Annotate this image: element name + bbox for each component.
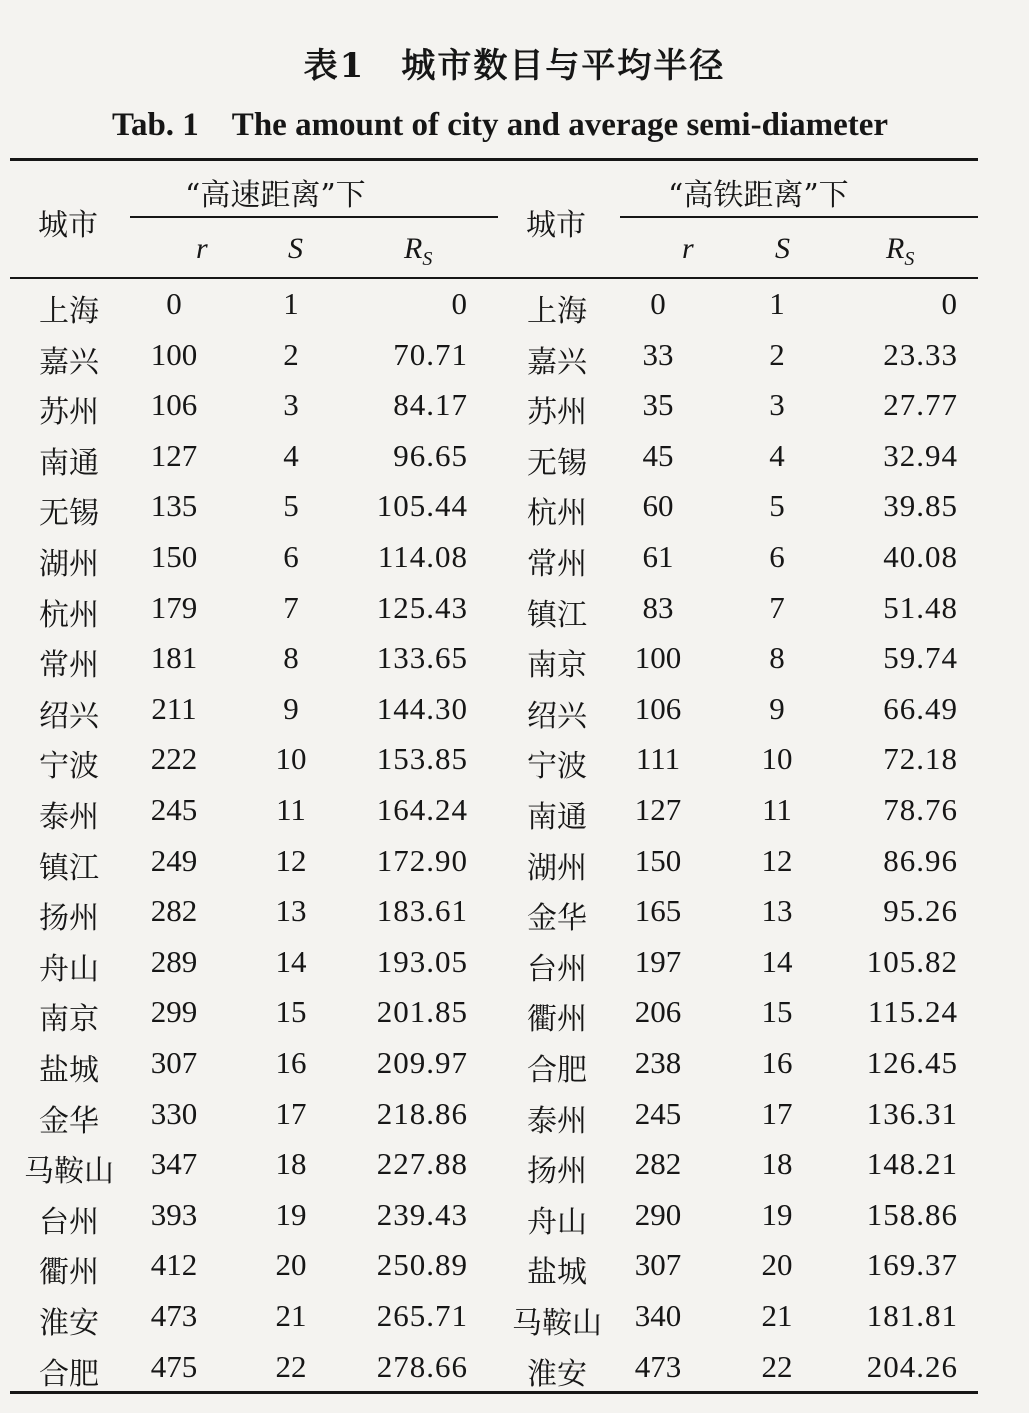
table-row: [0, 337, 1029, 387]
highway-city-cell: 扬州: [39, 901, 99, 937]
rail-rs-cell: 27.77: [883, 387, 958, 423]
rail-rs-cell: 126.45: [866, 1045, 958, 1080]
highway-r-cell: 100: [150, 336, 198, 372]
highway-rs-cell: 114.08: [377, 539, 468, 574]
table-row: [0, 590, 1029, 640]
rail-rs-cell: 158.86: [866, 1196, 958, 1232]
rail-city-cell: 苏州: [527, 395, 587, 431]
table-row: [0, 893, 1029, 943]
header-r-right: r: [682, 232, 694, 265]
table-row: [0, 1197, 1029, 1247]
rail-s-cell: 18: [761, 1146, 793, 1182]
header-city-right: 城市: [526, 208, 586, 243]
rail-city-cell: 绍兴: [527, 698, 587, 734]
highway-r-cell: 307: [150, 1045, 198, 1080]
header-group-highway: “高速距离”下: [185, 178, 366, 213]
highway-r-cell: 179: [150, 589, 198, 625]
highway-r-cell: 150: [150, 539, 198, 574]
rail-rs-cell: 78.76: [883, 792, 958, 827]
highway-rs-cell: 209.97: [376, 1045, 468, 1080]
highway-city-cell: 绍兴: [39, 698, 99, 734]
rail-rs-cell: 39.85: [883, 488, 958, 524]
highway-city-cell: 南京: [39, 1002, 99, 1038]
highway-rs-cell: 144.30: [376, 690, 468, 726]
highway-r-cell: 299: [150, 994, 198, 1030]
highway-rs-cell: 133.65: [376, 640, 468, 676]
highway-s-cell: 20: [275, 1247, 307, 1283]
highway-s-cell: 3: [283, 387, 299, 423]
table-row: [0, 1349, 1029, 1399]
highway-s-cell: 16: [275, 1045, 307, 1080]
rail-r-cell: 61: [642, 539, 674, 574]
rail-city-cell: 南京: [527, 648, 587, 684]
rail-r-cell: 33: [642, 336, 674, 372]
rail-rs-cell: 204.26: [866, 1348, 958, 1384]
table-row: [0, 640, 1029, 690]
rail-rs-cell: 59.74: [883, 640, 958, 676]
table-row: [0, 1298, 1029, 1348]
highway-rs-cell: 218.86: [376, 1095, 468, 1131]
highway-s-cell: 2: [283, 336, 299, 372]
highway-s-cell: 15: [275, 994, 307, 1030]
highway-rs-cell: 96.65: [393, 437, 468, 473]
table-title-chinese: 表1 城市数目与平均半径: [303, 46, 726, 86]
rail-city-cell: 常州: [527, 547, 587, 582]
highway-s-cell: 19: [275, 1196, 307, 1232]
rail-city-cell: 扬州: [527, 1154, 587, 1190]
highway-city-cell: 衢州: [39, 1255, 99, 1291]
highway-city-cell: 嘉兴: [39, 344, 99, 380]
highway-city-cell: 无锡: [39, 496, 99, 532]
table-row: [0, 843, 1029, 893]
rail-city-cell: 台州: [527, 951, 587, 987]
highway-r-cell: 245: [150, 792, 198, 827]
table-row: [0, 1045, 1029, 1095]
rail-r-cell: 340: [634, 1298, 682, 1333]
group-rule-left: [130, 216, 498, 218]
table-row: [0, 944, 1029, 994]
rail-city-cell: 嘉兴: [527, 344, 587, 380]
rail-r-cell: 45: [642, 437, 674, 473]
header-s-left: S: [288, 232, 303, 265]
rail-rs-cell: 66.49: [883, 690, 958, 726]
rail-r-cell: 165: [634, 893, 682, 929]
rail-city-cell: 盐城: [527, 1255, 587, 1291]
rail-r-cell: 197: [634, 943, 682, 979]
top-rule: [10, 158, 978, 161]
rail-city-cell: 杭州: [527, 496, 587, 532]
header-group-highspeed-rail: “高铁距离”下: [668, 178, 849, 213]
highway-city-cell: 镇江: [39, 850, 99, 886]
highway-s-cell: 21: [275, 1298, 307, 1333]
rail-s-cell: 16: [761, 1045, 793, 1080]
highway-r-cell: 282: [150, 893, 198, 929]
rail-r-cell: 0: [650, 286, 666, 321]
rail-rs-cell: 86.96: [883, 842, 958, 878]
highway-city-cell: 宁波: [39, 749, 99, 785]
highway-r-cell: 135: [150, 488, 198, 524]
group-rule-right: [620, 216, 978, 218]
table-row: [0, 1146, 1029, 1196]
highway-rs-cell: 84.17: [393, 387, 468, 423]
highway-rs-cell: 227.88: [376, 1146, 468, 1182]
highway-rs-cell: 239.43: [376, 1196, 468, 1232]
rail-city-cell: 湖州: [527, 850, 587, 886]
highway-city-cell: 马鞍山: [24, 1154, 114, 1190]
highway-r-cell: 289: [150, 943, 198, 979]
table-row: [0, 387, 1029, 437]
highway-city-cell: 台州: [39, 1204, 99, 1240]
rail-rs-cell: 72.18: [883, 741, 958, 777]
highway-s-cell: 13: [275, 893, 307, 929]
rail-city-cell: 南通: [527, 800, 587, 835]
rail-city-cell: 衢州: [527, 1002, 587, 1038]
rail-r-cell: 111: [635, 741, 681, 777]
rail-city-cell: 金华: [527, 901, 587, 937]
rail-s-cell: 7: [769, 589, 785, 625]
highway-city-cell: 舟山: [39, 951, 99, 987]
rail-r-cell: 206: [634, 994, 682, 1030]
highway-s-cell: 12: [275, 842, 307, 878]
rail-rs-cell: 23.33: [883, 336, 958, 372]
rail-rs-cell: 40.08: [883, 539, 958, 574]
highway-r-cell: 475: [150, 1348, 198, 1384]
highway-s-cell: 1: [283, 286, 299, 321]
header-rule: [10, 277, 978, 279]
rail-city-cell: 泰州: [527, 1103, 587, 1139]
highway-city-cell: 常州: [39, 648, 99, 684]
rail-rs-cell: 105.82: [866, 943, 958, 979]
highway-s-cell: 5: [283, 488, 299, 524]
rail-rs-cell: 0: [941, 286, 958, 321]
highway-rs-cell: 172.90: [376, 842, 468, 878]
highway-rs-cell: 250.89: [376, 1247, 468, 1283]
table-row: [0, 539, 1029, 589]
highway-r-cell: 222: [150, 741, 198, 777]
table-row: [0, 1096, 1029, 1146]
highway-r-cell: 211: [151, 690, 197, 726]
highway-r-cell: 473: [150, 1298, 198, 1333]
rail-r-cell: 150: [634, 842, 682, 878]
rail-s-cell: 14: [761, 943, 793, 979]
rail-r-cell: 238: [634, 1045, 682, 1080]
header-s-right: S: [775, 232, 790, 265]
rail-s-cell: 13: [761, 893, 793, 929]
highway-rs-cell: 164.24: [376, 792, 468, 827]
highway-s-cell: 11: [276, 792, 306, 827]
rail-r-cell: 307: [634, 1247, 682, 1283]
highway-r-cell: 106: [150, 387, 198, 423]
rail-s-cell: 20: [761, 1247, 793, 1283]
rail-r-cell: 245: [634, 1095, 682, 1131]
header-r-left: r: [196, 232, 208, 265]
rail-rs-cell: 169.37: [866, 1247, 958, 1283]
highway-rs-cell: 193.05: [376, 943, 468, 979]
rail-s-cell: 12: [761, 842, 793, 878]
highway-rs-cell: 201.85: [376, 994, 468, 1030]
rail-r-cell: 282: [634, 1146, 682, 1182]
highway-r-cell: 127: [150, 437, 198, 473]
highway-s-cell: 18: [275, 1146, 307, 1182]
rail-s-cell: 1: [769, 286, 785, 321]
table-row: [0, 286, 1029, 336]
rail-city-cell: 淮安: [527, 1356, 587, 1392]
rail-s-cell: 17: [761, 1095, 793, 1131]
rail-r-cell: 100: [634, 640, 682, 676]
rail-s-cell: 11: [762, 792, 792, 827]
highway-city-cell: 苏州: [39, 395, 99, 431]
rail-r-cell: 473: [634, 1348, 682, 1384]
highway-s-cell: 10: [275, 741, 307, 777]
rail-rs-cell: 95.26: [883, 893, 958, 929]
highway-s-cell: 17: [275, 1095, 307, 1131]
highway-city-cell: 上海: [39, 294, 99, 329]
highway-s-cell: 14: [275, 943, 307, 979]
highway-city-cell: 杭州: [39, 597, 99, 633]
rail-city-cell: 无锡: [527, 445, 587, 481]
highway-city-cell: 金华: [39, 1103, 99, 1139]
table-row: [0, 438, 1029, 488]
highway-city-cell: 湖州: [39, 547, 99, 582]
rail-r-cell: 127: [634, 792, 682, 827]
header-rs-right: $R_S$: [886, 232, 915, 270]
rail-city-cell: 舟山: [527, 1204, 587, 1240]
table-row: [0, 488, 1029, 538]
rail-s-cell: 19: [761, 1196, 793, 1232]
highway-city-cell: 淮安: [39, 1306, 99, 1341]
rail-s-cell: 21: [761, 1298, 793, 1333]
rail-rs-cell: 51.48: [883, 589, 958, 625]
highway-rs-cell: 105.44: [376, 488, 468, 524]
table-row: [0, 994, 1029, 1044]
rail-r-cell: 60: [642, 488, 674, 524]
rail-s-cell: 9: [769, 690, 785, 726]
header-rs-left: $R_S$: [404, 232, 433, 270]
highway-s-cell: 4: [283, 437, 299, 473]
highway-r-cell: 412: [150, 1247, 198, 1283]
highway-city-cell: 南通: [39, 445, 99, 481]
rail-r-cell: 83: [642, 589, 674, 625]
highway-rs-cell: 265.71: [376, 1298, 468, 1333]
highway-s-cell: 9: [283, 690, 299, 726]
table-row: [0, 691, 1029, 741]
rail-rs-cell: 181.81: [866, 1298, 958, 1333]
rail-s-cell: 8: [769, 640, 785, 676]
highway-r-cell: 0: [166, 286, 182, 321]
rail-s-cell: 5: [769, 488, 785, 524]
rail-s-cell: 4: [769, 437, 785, 473]
highway-city-cell: 盐城: [39, 1053, 99, 1088]
rail-s-cell: 3: [769, 387, 785, 423]
table-title-english: Tab. 1 The amount of city and average semi-diameter: [111, 107, 889, 143]
rail-rs-cell: 136.31: [866, 1095, 958, 1131]
highway-city-cell: 泰州: [39, 800, 99, 835]
highway-city-cell: 合肥: [39, 1356, 99, 1392]
table-row: [0, 741, 1029, 791]
highway-rs-cell: 125.43: [376, 589, 468, 625]
highway-r-cell: 347: [150, 1146, 198, 1182]
rail-city-cell: 镇江: [527, 597, 587, 633]
rail-rs-cell: 115.24: [867, 994, 958, 1030]
highway-r-cell: 249: [150, 842, 198, 878]
header-city-left: 城市: [38, 208, 98, 243]
rail-city-cell: 合肥: [527, 1053, 587, 1088]
highway-rs-cell: 70.71: [393, 336, 468, 372]
rail-s-cell: 2: [769, 336, 785, 372]
highway-s-cell: 7: [283, 589, 299, 625]
rail-s-cell: 22: [761, 1348, 793, 1384]
rail-city-cell: 马鞍山: [512, 1306, 602, 1341]
rail-rs-cell: 32.94: [883, 437, 958, 473]
rail-r-cell: 106: [634, 690, 682, 726]
highway-s-cell: 8: [283, 640, 299, 676]
rail-s-cell: 10: [761, 741, 793, 777]
rail-r-cell: 35: [642, 387, 674, 423]
table-row: [0, 1247, 1029, 1297]
rail-city-cell: 宁波: [527, 749, 587, 785]
rail-city-cell: 上海: [527, 294, 587, 329]
rail-s-cell: 15: [761, 994, 793, 1030]
rail-r-cell: 290: [634, 1196, 682, 1232]
table-row: [0, 792, 1029, 842]
highway-rs-cell: 153.85: [376, 741, 468, 777]
highway-s-cell: 22: [275, 1348, 307, 1384]
rail-rs-cell: 148.21: [866, 1146, 958, 1182]
rail-s-cell: 6: [769, 539, 785, 574]
highway-rs-cell: 0: [451, 286, 468, 321]
highway-s-cell: 6: [283, 539, 299, 574]
highway-rs-cell: 278.66: [376, 1348, 468, 1384]
highway-r-cell: 330: [150, 1095, 198, 1131]
highway-rs-cell: 183.61: [376, 893, 468, 929]
highway-r-cell: 393: [150, 1196, 198, 1232]
highway-r-cell: 181: [150, 640, 198, 676]
